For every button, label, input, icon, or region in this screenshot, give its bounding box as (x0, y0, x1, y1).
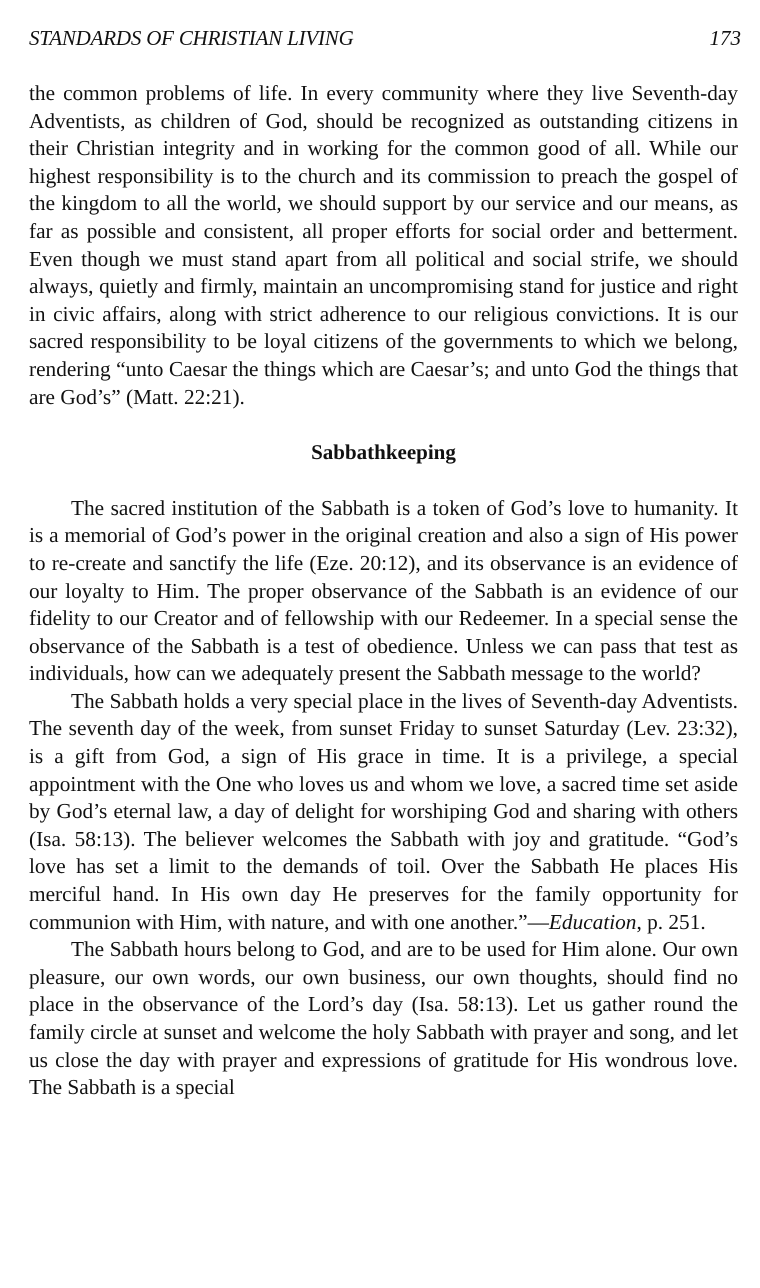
running-head (29, 23, 741, 53)
section-heading: Sabbathkeeping (311, 440, 456, 465)
continuation-paragraph: the common problems of life. In every community where they live Seventh-day Adventists, as children of God, should be recognized as outstanding citizens in their Christian integrity and in working for the common good of all. While our highest responsibility is to the church and its commission to preach the gospel of the kingdom to all the world, we should support by our service and our means, as far as possible and consistent, all proper efforts for social order and betterment. Even though we must stand apart from all political and social strife, we should always, quietly and firmly, maintain an uncompromising stand for justice and right in civic affairs, along with strict adherence to our religious convictions. It is our sacred responsibility to be loyal citizens of the governments to which we belong, rendering “unto Caesar the things which are Caesar’s; and unto God the things that are God’s” (Matt. 22:21). (29, 81, 738, 409)
paragraph-text: The Sabbath holds a very special place in the lives of Seventh-day Adventists. The seventh day of the week, from sunset Friday to sunset Saturday (Lev. 23:32), is a gift from God, a sign of His grace in time. It is a privilege, a special appointment with the One who loves us and whom we love, a sacred time set aside by God’s eternal law, a day of delight for worshiping God and sharing with others (Isa. 58:13). The believer welcomes the Sabbath with joy and gratitude. “God’s love has set a limit to the demands of toil. Over the Sabbath He places His merciful hand. In His own day He preserves for the family opportunity for communion with Him, with nature, and with one another.”— (29, 688, 738, 934)
page-number: 173 (709, 26, 741, 50)
paragraph-sabbath-special-place (29, 688, 738, 936)
source-citation-page: , p. 251. (636, 909, 706, 934)
source-citation-title: Education (548, 909, 637, 934)
book-page (29, 0, 741, 1288)
paragraph-sabbath-token: The sacred institution of the Sabbath is a token of God’s love to humanity. It is a memorial of God’s power in the original creation and also a sign of His power to re-create and sanctify the life (Eze. 20:12), and its observance is an evidence of our loyalty to Him. The proper observance of the Sabbath is an evidence of our fidelity to our Creator and of fellowship with our Redeemer. In a special sense the observance of the Sabbath is a test of obedience. Unless we can pass that test as individuals, how can we adequately present the Sabbath message to the world? (29, 495, 738, 686)
paragraph-sabbath-hours: The Sabbath hours belong to God, and are to be used for Him alone. Our own pleasure, our own words, our own business, our own thoughts, should find no place in the observance of the Lord’s day (Isa. 58:13). Let us gather round the family circle at sunset and welcome the holy Sabbath with prayer and song, and let us close the day with prayer and expressions of gratitude for His wondrous love. The Sabbath is a special (29, 937, 738, 1100)
running-head-title: STANDARDS OF CHRISTIAN LIVING (29, 26, 354, 50)
body-text (29, 80, 738, 1102)
page-bottom-fade (29, 1276, 738, 1288)
